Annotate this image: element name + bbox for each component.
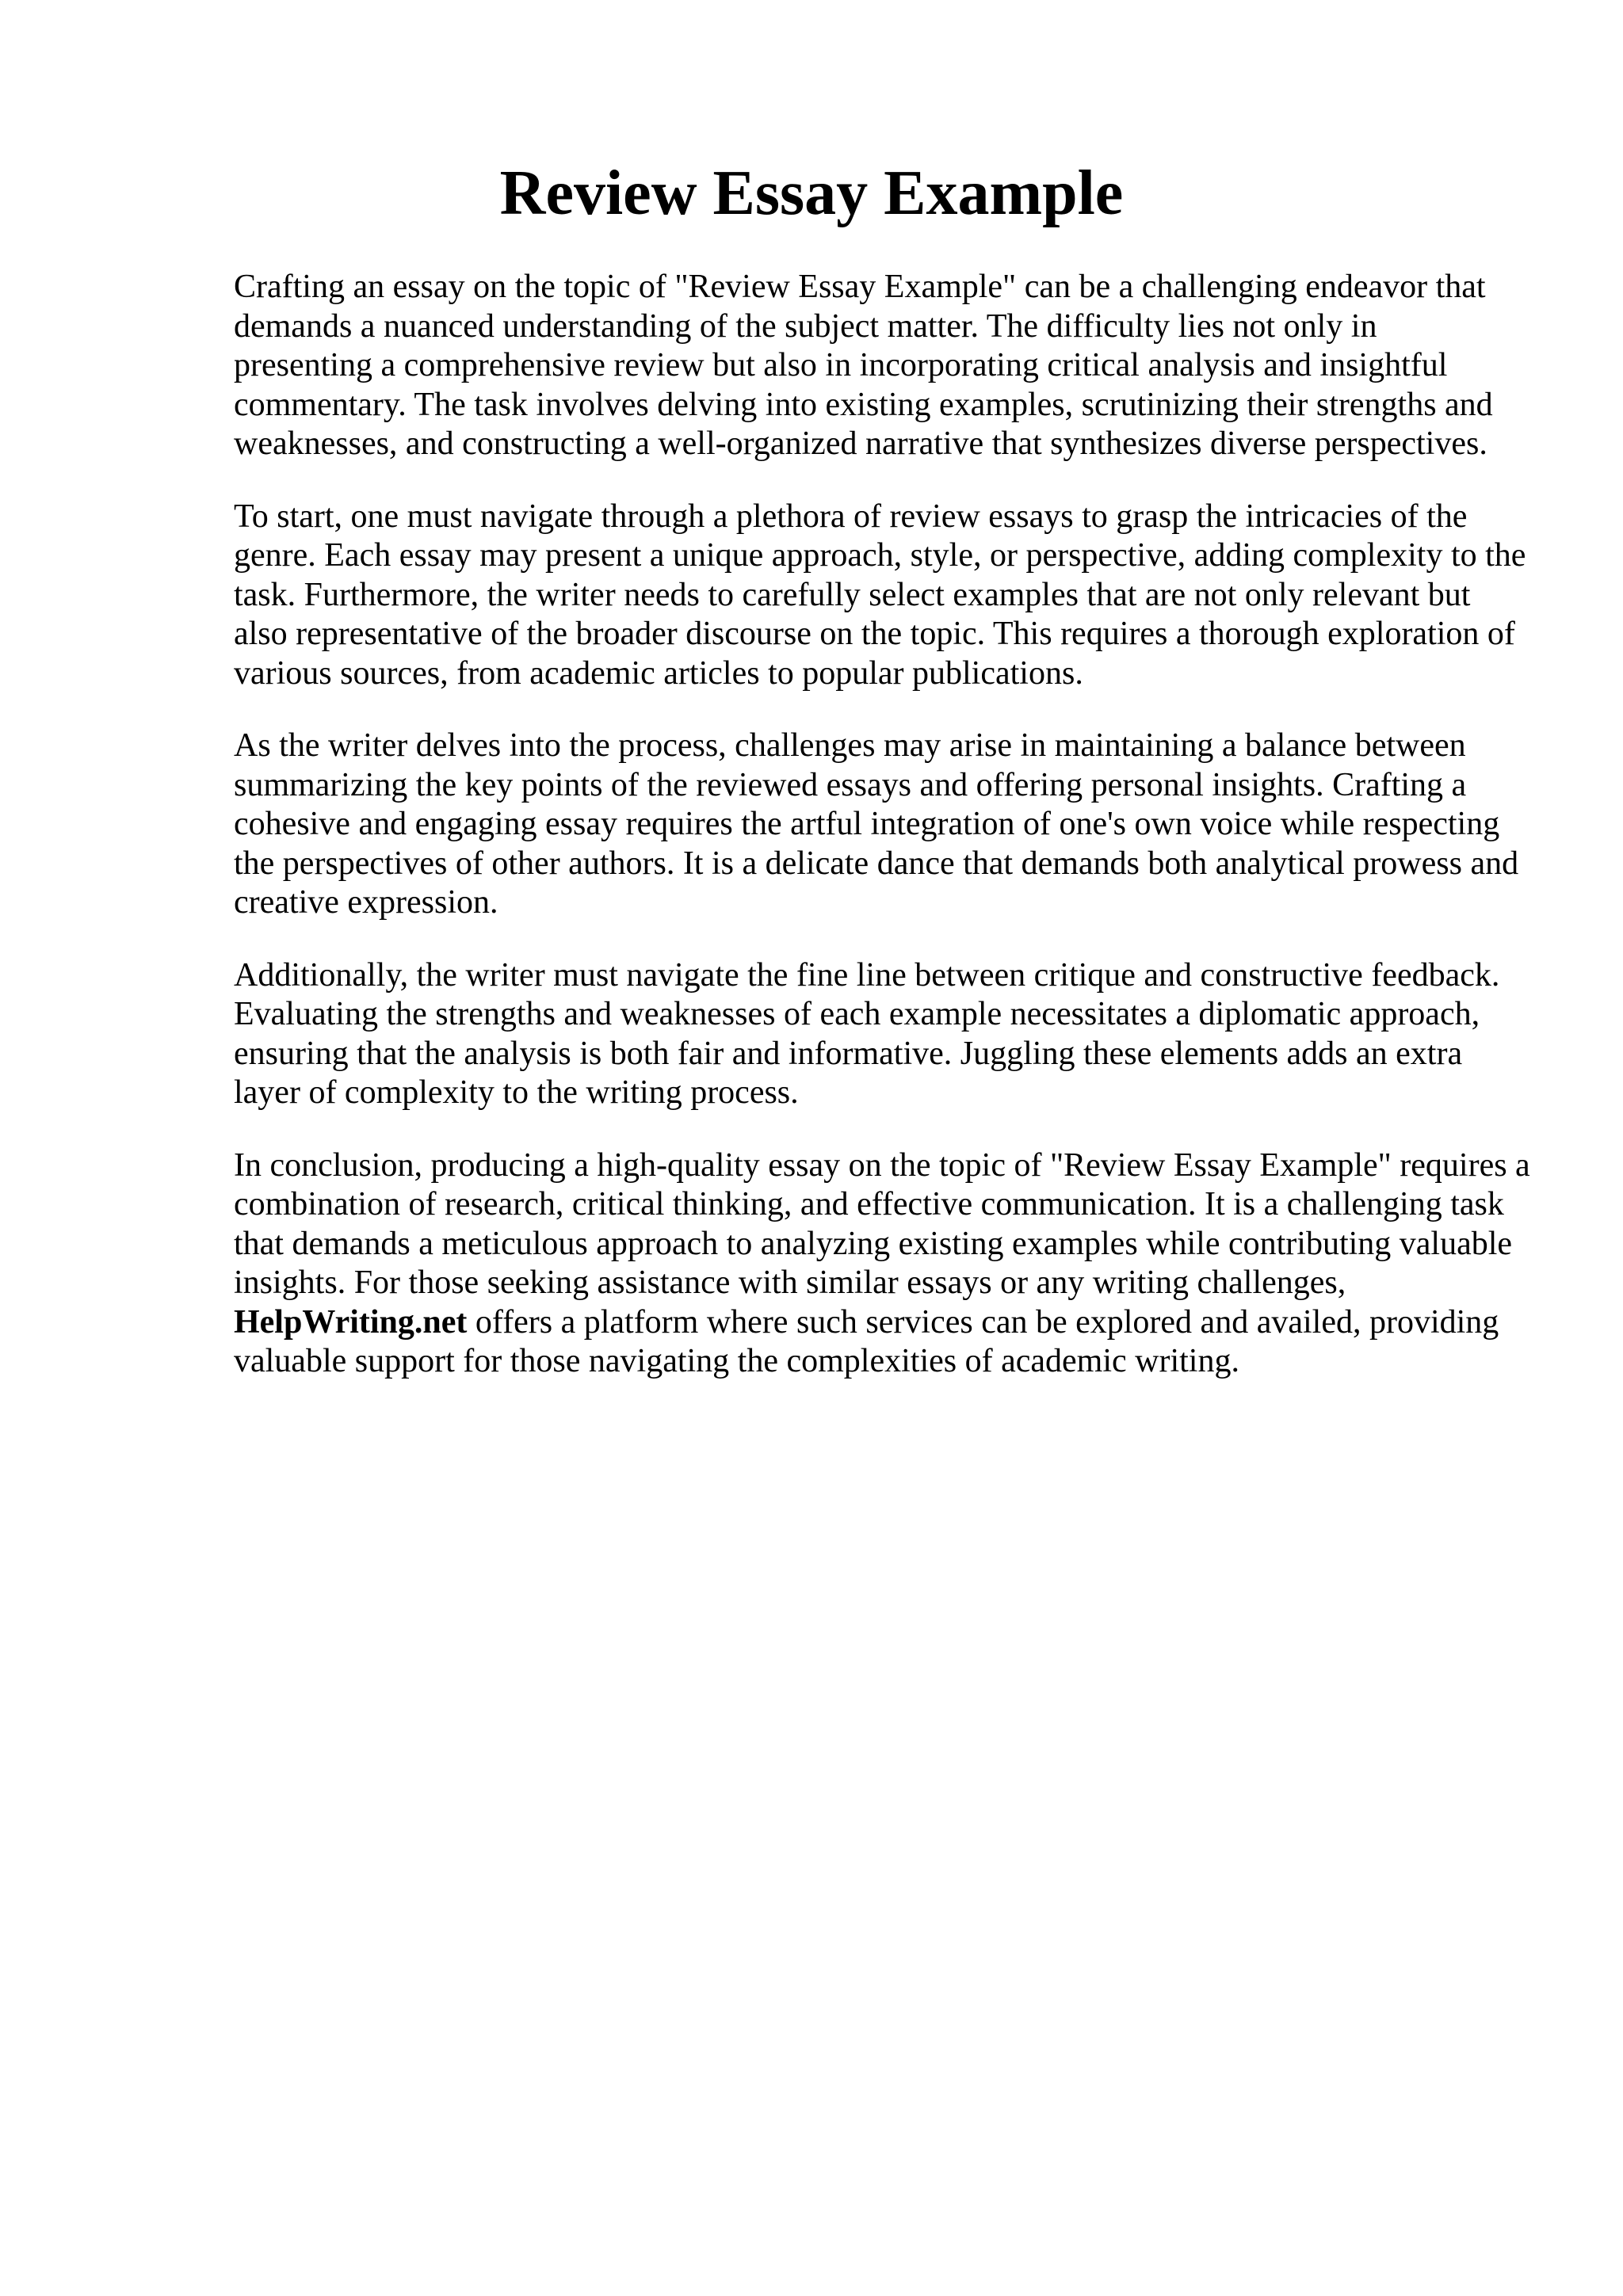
text-line: ensuring that the analysis is both fair and informative. Juggling these elements adds an extra <box>234 1035 1463 1072</box>
text-line-with-link <box>234 1303 1581 1343</box>
text-line: valuable support for those navigating the complexities of academic writing. <box>234 1343 1239 1379</box>
text-line: combination of research, critical thinking, and effective communication. It is a challenging task <box>234 1186 1504 1222</box>
paragraph-4 <box>234 956 1581 1113</box>
paragraph-1 <box>234 268 1581 464</box>
text-fragment: offers a platform where such services can be explored and availed, providing <box>467 1303 1499 1341</box>
text-line: Crafting an essay on the topic of "Review Essay Example" can be a challenging endeavor that <box>234 269 1486 305</box>
text-line: Evaluating the strengths and weaknesses of each example necessitates a diplomatic approach, <box>234 996 1480 1032</box>
paragraph-2 <box>234 498 1581 694</box>
essay-body <box>234 268 1581 1415</box>
text-line: that demands a meticulous approach to analyzing existing examples while contributing valuable <box>234 1225 1513 1262</box>
text-line: also representative of the broader discourse on the topic. This requires a thorough exploration of <box>234 616 1515 652</box>
text-line: cohesive and engaging essay requires the artful integration of one's own voice while respecting <box>234 806 1500 842</box>
text-line: the perspectives of other authors. It is a delicate dance that demands both analytical prowess and <box>234 845 1519 882</box>
text-line: genre. Each essay may present a unique approach, style, or perspective, adding complexity to the <box>234 537 1526 574</box>
text-line: weaknesses, and constructing a well-organized narrative that synthesizes diverse perspectives. <box>234 425 1487 462</box>
text-line: insights. For those seeking assistance with similar essays or any writing challenges, <box>234 1264 1346 1301</box>
page-title: Review Essay Example <box>499 158 1124 228</box>
conclusion-paragraph <box>234 1146 1581 1382</box>
text-line: commentary. The task involves delving into existing examples, scrutinizing their strengths and <box>234 386 1493 423</box>
text-line: layer of complexity to the writing process. <box>234 1074 799 1111</box>
text-line: Additionally, the writer must navigate the fine line between critique and constructive feedback. <box>234 956 1500 994</box>
text-line: summarizing the key points of the reviewed essays and offering personal insights. Crafting a <box>234 766 1467 803</box>
text-line: task. Furthermore, the writer needs to carefully select examples that are not only relevant but <box>234 576 1471 613</box>
text-line: various sources, from academic articles to popular publications. <box>234 654 1083 692</box>
paragraph-3 <box>234 727 1581 923</box>
text-line: presenting a comprehensive review but also in incorporating critical analysis and insightful <box>234 347 1448 383</box>
text-line: To start, one must navigate through a plethora of review essays to grasp the intricacies of the <box>234 498 1468 535</box>
helpwriting-link[interactable]: HelpWriting.net <box>234 1303 468 1341</box>
text-line: In conclusion, producing a high-quality essay on the topic of "Review Essay Example" requires a <box>234 1146 1530 1184</box>
text-line: demands a nuanced understanding of the subject matter. The difficulty lies not only in <box>234 307 1377 345</box>
text-line: creative expression. <box>234 884 498 921</box>
text-line: As the writer delves into the process, challenges may arise in maintaining a balance between <box>234 727 1466 764</box>
